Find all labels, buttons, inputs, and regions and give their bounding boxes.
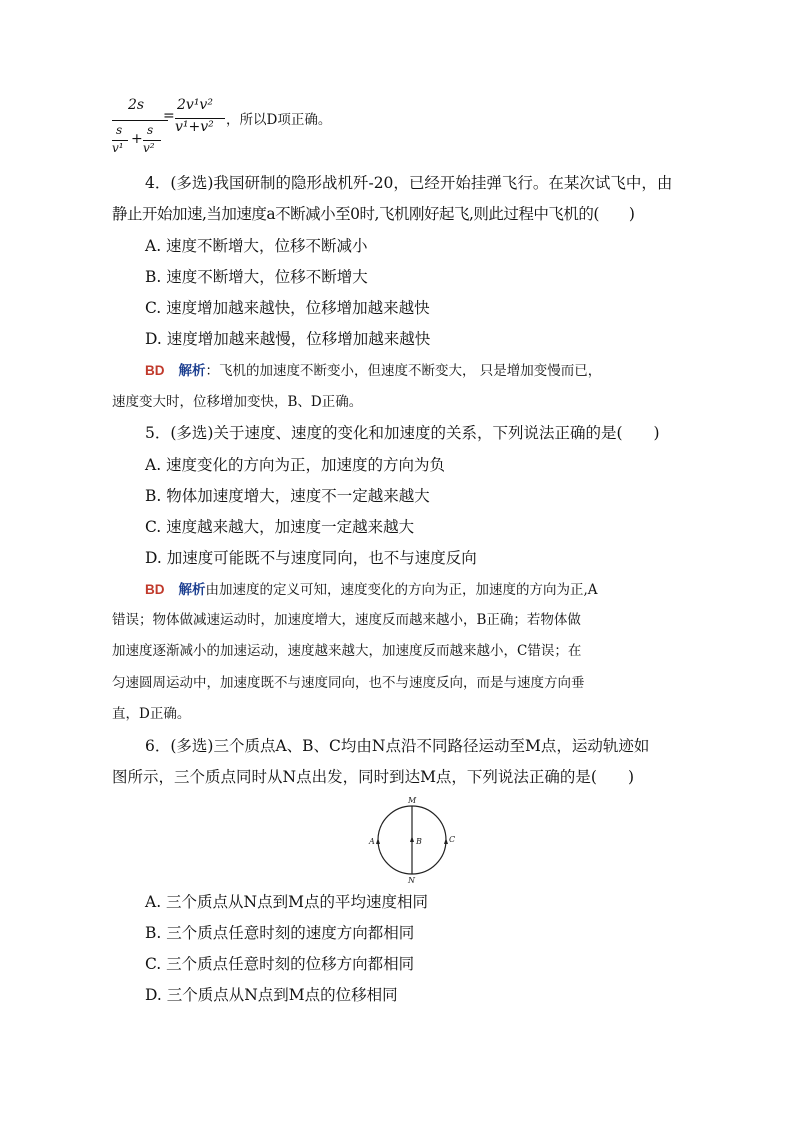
arrow-a-icon (376, 838, 380, 844)
q5-answer-line2: 错误；物体做减速运动时，加速度增大，速度反而越来越小，B正确；若物体做 (112, 612, 581, 628)
formula-lhs-bar (112, 120, 168, 121)
q4-option-c: C. 速度增加越来越快，位移增加越来越快 (145, 299, 430, 317)
formula-den-a-numerator: s (116, 123, 123, 137)
formula-rhs-denominator: v¹+v² (175, 119, 214, 135)
formula-plus: + (131, 131, 143, 147)
q5-option-d: D. 加速度可能既不与速度同向，也不与速度反向 (145, 549, 477, 567)
q5-option-b: B. 物体加速度增大，速度不一定越来越大 (145, 487, 430, 505)
q4-answer-line1 (145, 360, 601, 382)
formula-den-b-numerator: s (147, 123, 154, 137)
q5-option-a: A. 速度变化的方向为正，加速度的方向为负 (145, 456, 446, 474)
q4-option-b: B. 速度不断增大，位移不断增大 (145, 268, 368, 286)
q5-answer-label: 解析 (178, 582, 206, 598)
label-n: N (408, 876, 415, 885)
q5-stem-line1: 5．(多选)关于速度、速度的变化和加速度的关系，下列说法正确的是( ) (145, 424, 660, 442)
label-a: A (369, 837, 375, 846)
q6-stem-line2: 图所示，三个质点同时从N点出发，同时到达M点，下列说法正确的是( ) (112, 768, 635, 786)
q5-answer-key: BD (145, 582, 165, 597)
formula-den-a-denominator: v¹ (112, 141, 124, 155)
q5-answer-line3: 加速度逐渐减小的加速运动，速度越来越大，加速度反而越来越小，C错误；在 (112, 643, 582, 659)
formula-lhs-numerator: 2s (128, 97, 145, 113)
q5-answer-text1: 由加速度的定义可知，速度变化的方向为正，加速度的方向为正,A (205, 582, 598, 598)
label-m: M (408, 796, 417, 805)
formula (0, 0, 794, 170)
q6-option-a: A. 三个质点从N点到M点的平均速度相同 (145, 893, 428, 911)
formula-tail: ，所以D项正确。 (226, 112, 332, 128)
q6-option-b: B. 三个质点任意时刻的速度方向都相同 (145, 924, 415, 942)
formula-equals: = (163, 108, 175, 124)
label-c: C (449, 835, 456, 844)
q4-stem-line2: 静止开始加速,当加速度a不断减小至0时,飞机刚好起飞,则此过程中飞机的( ) (112, 205, 635, 223)
arrow-b-icon (410, 836, 414, 842)
q4-answer-line2: 速度变大时，位移增加变快，B、D正确。 (112, 394, 363, 410)
q4-answer-text1: ：飞机的加速度不断变小，但速度不断变大， 只是增加变慢而已， (205, 363, 602, 379)
q5-answer-line1 (145, 579, 598, 601)
label-b: B (416, 837, 422, 846)
q5-answer-line5: 直，D正确。 (112, 706, 191, 722)
q5-answer-line4: 匀速圆周运动中，加速度既不与速度同向，也不与速度反向，而是与速度方向垂 (112, 675, 585, 691)
q6-stem-line1: 6．(多选)三个质点A、B、C均由N点沿不同路径运动至M点，运动轨迹如 (145, 737, 650, 755)
formula-rhs-numerator: 2v¹v² (177, 97, 213, 113)
formula-den-b-denominator: v² (143, 141, 155, 155)
q4-option-d: D. 速度增加越来越慢，位移增加越来越快 (145, 330, 431, 348)
q5-option-c: C. 速度越来越大，加速度一定越来越大 (145, 518, 415, 536)
motion-path-figure (367, 794, 457, 886)
arrow-c-icon (444, 838, 448, 844)
q4-stem-line1: 4．(多选)我国研制的隐形战机歼-20，已经开始挂弹飞行。在某次试飞中，由 (145, 174, 673, 192)
q6-option-c: C. 三个质点任意时刻的位移方向都相同 (145, 955, 415, 973)
q4-answer-key: BD (145, 363, 165, 378)
q4-answer-label: 解析 (178, 363, 206, 379)
q6-option-d: D. 三个质点从N点到M点的位移相同 (145, 986, 398, 1004)
q4-option-a: A. 速度不断增大，位移不断减小 (145, 237, 368, 255)
